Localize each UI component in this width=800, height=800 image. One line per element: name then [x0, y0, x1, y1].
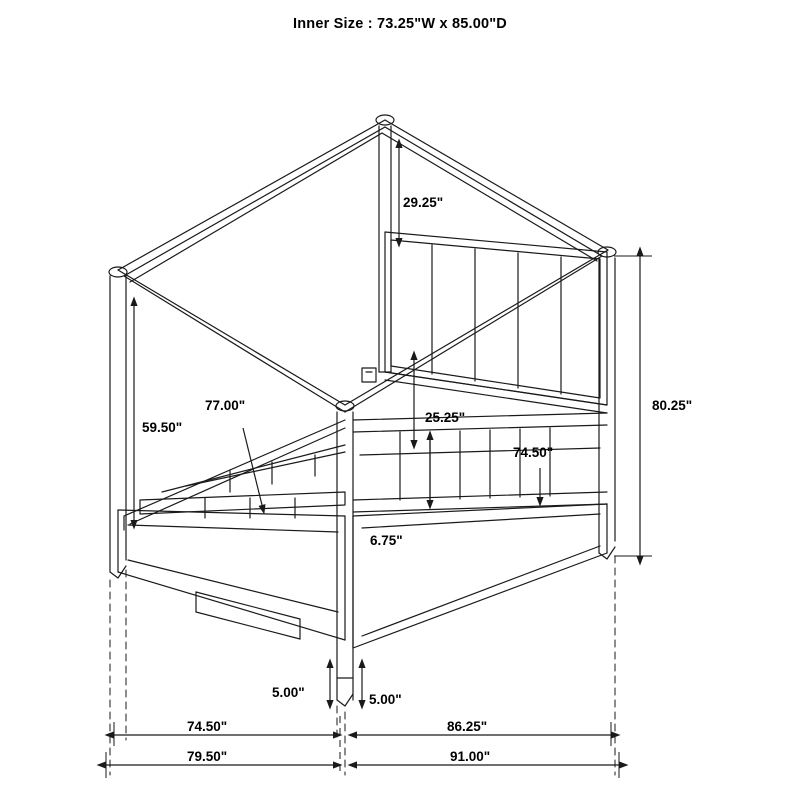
dimension-slat-clearance: 6.75"	[370, 533, 403, 548]
dimension-footprint-depth-inner: 74.50"	[187, 719, 228, 734]
dimension-footprint-depth-outer: 79.50"	[187, 749, 228, 764]
dimension-side-rail-height: 59.50"	[142, 420, 183, 435]
dimension-diagonal-length: 77.00"	[205, 398, 246, 413]
dimension-footprint-width-outer: 91.00"	[450, 749, 491, 764]
dimension-footprint-width-inner: 86.25"	[447, 719, 488, 734]
dimension-headboard-height: 25.25"	[425, 410, 466, 425]
dimension-overall-height: 80.25"	[652, 398, 693, 413]
page-title: Inner Size : 73.25"W x 85.00"D	[293, 16, 507, 32]
dimension-canopy-post-top: 29.25"	[403, 195, 444, 210]
dimension-leg-height-left: 5.00"	[272, 685, 305, 700]
dimension-bed-inner-length: 74.50"	[513, 445, 554, 460]
dimension-leg-height-right: 5.00"	[369, 692, 402, 707]
